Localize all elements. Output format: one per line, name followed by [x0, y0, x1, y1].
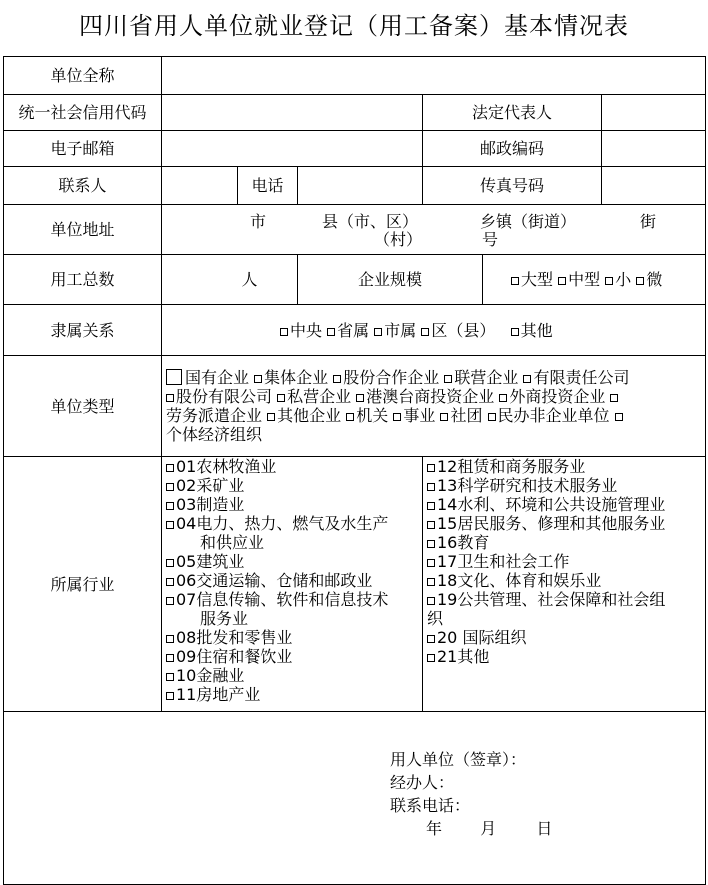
- industry-option-label: 16教育: [437, 533, 490, 552]
- contact-field[interactable]: [162, 167, 238, 205]
- row-signature: [4, 712, 706, 885]
- checkbox-icon[interactable]: [421, 328, 429, 336]
- credit-code-label: 统一社会信用代码: [4, 95, 162, 131]
- industry-option-continued: 和供应业: [200, 533, 265, 552]
- phone-field[interactable]: [298, 167, 423, 205]
- affiliation-option[interactable]: 省属: [327, 321, 369, 340]
- unit-type-label: 单位类型: [4, 356, 162, 457]
- unit-type-option[interactable]: 联营企业: [444, 368, 518, 387]
- industry-option[interactable]: [427, 552, 701, 571]
- industry-option-label: 21其他: [437, 647, 490, 666]
- checkbox-icon[interactable]: [166, 635, 174, 643]
- checkbox-icon[interactable]: [166, 369, 182, 385]
- contact-phone-label: 联系电话：: [390, 796, 471, 815]
- checkbox-icon[interactable]: [333, 375, 341, 383]
- checkbox-icon[interactable]: [523, 375, 531, 383]
- scale-option[interactable]: 微: [636, 270, 662, 289]
- industry-option[interactable]: [427, 457, 701, 476]
- checkbox-icon[interactable]: [277, 394, 285, 402]
- checkbox-icon[interactable]: [444, 375, 452, 383]
- industry-option-label: 01农林牧渔业: [176, 457, 277, 476]
- unit-type-option[interactable]: 事业: [393, 406, 435, 425]
- row-industry: [4, 457, 706, 712]
- scale-option[interactable]: 大型: [511, 270, 553, 289]
- unit-type-option[interactable]: 港澳台商投资企业: [356, 387, 494, 406]
- industry-option[interactable]: [166, 495, 418, 514]
- checkbox-icon[interactable]: [166, 464, 174, 472]
- industry-option-label: 06交通运输、仓储和邮政业: [176, 571, 373, 590]
- scale-label: 企业规模: [298, 255, 483, 305]
- address-city: 市: [250, 211, 267, 231]
- contact-label: 联系人: [4, 167, 162, 205]
- industry-option-label: 18文化、体育和娱乐业: [437, 571, 602, 590]
- row-contact: [4, 167, 706, 205]
- industry-option-label: 03制造业: [176, 495, 245, 514]
- checkbox-icon[interactable]: [511, 328, 519, 336]
- checkbox-icon[interactable]: [346, 413, 354, 421]
- row-headcount: [4, 255, 706, 305]
- checkbox-icon[interactable]: [605, 277, 613, 285]
- unit-name-label: 单位全称: [4, 57, 162, 95]
- industry-option-label: 02采矿业: [176, 476, 245, 495]
- credit-code-field[interactable]: [162, 95, 423, 131]
- checkbox-icon[interactable]: [374, 328, 382, 336]
- industry-option[interactable]: [427, 590, 701, 609]
- checkbox-icon[interactable]: [166, 654, 174, 662]
- checkbox-icon[interactable]: [327, 328, 335, 336]
- year-label: 年: [426, 819, 443, 838]
- headcount-field[interactable]: [162, 255, 298, 305]
- affiliation-options: [162, 305, 706, 356]
- industry-option[interactable]: [166, 552, 418, 571]
- industry-option[interactable]: [166, 647, 418, 666]
- row-unit-type: [4, 356, 706, 457]
- row-address: [4, 205, 706, 255]
- legal-rep-label: 法定代表人: [423, 95, 602, 131]
- unit-type-option[interactable]: 股份合作企业: [333, 368, 439, 387]
- unit-name-field[interactable]: [162, 57, 706, 95]
- industry-option[interactable]: [166, 571, 418, 590]
- checkbox-icon[interactable]: [166, 559, 174, 567]
- scale-options: [483, 255, 706, 305]
- checkbox-icon[interactable]: [393, 413, 401, 421]
- industry-option[interactable]: [427, 533, 701, 552]
- checkbox-icon[interactable]: [427, 521, 435, 529]
- unit-type-option[interactable]: 集体企业: [254, 368, 328, 387]
- checkbox-icon[interactable]: [427, 464, 435, 472]
- signature-area: [4, 712, 706, 885]
- industry-option[interactable]: [166, 666, 418, 685]
- checkbox-icon[interactable]: [427, 540, 435, 548]
- checkbox-icon[interactable]: [356, 394, 364, 402]
- checkbox-icon[interactable]: [166, 502, 174, 510]
- industry-option[interactable]: [427, 628, 701, 647]
- scale-option[interactable]: 中型: [558, 270, 600, 289]
- industry-list-right: [423, 457, 706, 712]
- industry-option[interactable]: [166, 476, 418, 495]
- industry-option[interactable]: [427, 476, 701, 495]
- industry-option-label: 04电力、热力、燃气及水生产: [176, 514, 389, 533]
- address-number: 号: [482, 229, 499, 249]
- checkbox-icon[interactable]: [427, 654, 435, 662]
- unit-type-option[interactable]: 有限责任公司: [523, 368, 629, 387]
- industry-option[interactable]: [166, 590, 418, 609]
- checkbox-icon[interactable]: [267, 413, 275, 421]
- seal-label: 用人单位（签章）：: [390, 750, 527, 769]
- address-field[interactable]: [162, 205, 706, 255]
- industry-option-label: 08批发和零售业: [176, 628, 293, 647]
- industry-option-label: 12租赁和商务服务业: [437, 457, 586, 476]
- industry-option[interactable]: [427, 514, 701, 533]
- checkbox-icon[interactable]: [166, 578, 174, 586]
- checkbox-icon[interactable]: [440, 413, 448, 421]
- industry-label: 所属行业: [4, 457, 162, 712]
- industry-option-label: 09住宿和餐饮业: [176, 647, 293, 666]
- postcode-field[interactable]: [602, 131, 706, 167]
- handler-label: 经办人：: [390, 773, 455, 792]
- email-field[interactable]: [162, 131, 423, 167]
- checkbox-icon[interactable]: [254, 375, 262, 383]
- checkbox-icon[interactable]: [610, 394, 618, 402]
- affiliation-option[interactable]: 市属: [374, 321, 416, 340]
- unit-type-option[interactable]: 个体经济组织: [166, 425, 263, 444]
- checkbox-icon[interactable]: [427, 559, 435, 567]
- unit-type-option[interactable]: 劳务派遣企业: [166, 406, 263, 425]
- industry-option-label: 14水利、环境和公共设施管理业: [437, 495, 666, 514]
- checkbox-icon[interactable]: [166, 394, 174, 402]
- unit-type-option[interactable]: 外商投资企业: [499, 387, 605, 406]
- registration-form: [3, 56, 706, 885]
- industry-option[interactable]: [166, 457, 418, 476]
- legal-rep-field[interactable]: [602, 95, 706, 131]
- checkbox-icon[interactable]: [427, 578, 435, 586]
- industry-option[interactable]: [427, 647, 701, 666]
- address-label: 单位地址: [4, 205, 162, 255]
- industry-option[interactable]: [166, 685, 418, 704]
- industry-list-left: [162, 457, 423, 712]
- row-email: [4, 131, 706, 167]
- checkbox-icon[interactable]: [511, 277, 519, 285]
- row-unit-name: [4, 57, 706, 95]
- checkbox-icon[interactable]: [166, 673, 174, 681]
- industry-option[interactable]: [166, 514, 418, 533]
- industry-option-label: 07信息传输、软件和信息技术: [176, 590, 389, 609]
- unit-type-option[interactable]: 机关: [346, 406, 388, 425]
- checkbox-icon[interactable]: [166, 692, 174, 700]
- address-town: 乡镇（街道）: [480, 211, 577, 231]
- email-label: 电子邮箱: [4, 131, 162, 167]
- checkbox-icon[interactable]: [427, 483, 435, 491]
- industry-option-label: 05建筑业: [176, 552, 245, 571]
- headcount-unit: 人: [241, 270, 258, 289]
- date-line: [390, 817, 552, 840]
- checkbox-icon[interactable]: [636, 277, 644, 285]
- unit-type-option[interactable]: 私营企业: [277, 387, 351, 406]
- affiliation-label: 隶属关系: [4, 305, 162, 356]
- checkbox-icon[interactable]: [166, 521, 174, 529]
- headcount-label: 用工总数: [4, 255, 162, 305]
- address-village: （村）: [374, 229, 423, 249]
- checkbox-icon[interactable]: [427, 597, 435, 605]
- checkbox-icon[interactable]: [427, 502, 435, 510]
- affiliation-option[interactable]: 中央: [280, 321, 322, 340]
- industry-option-label: 15居民服务、修理和其他服务业: [437, 514, 666, 533]
- affiliation-option[interactable]: 区（县）: [421, 321, 495, 340]
- industry-option[interactable]: [427, 495, 701, 514]
- checkbox-icon[interactable]: [558, 277, 566, 285]
- unit-type-option[interactable]: 其他企业: [267, 406, 341, 425]
- page-title: 四川省用人单位就业登记（用工备案）基本情况表: [79, 12, 629, 40]
- checkbox-icon[interactable]: [166, 483, 174, 491]
- month-label: 月: [480, 819, 497, 838]
- fax-label: 传真号码: [423, 167, 602, 205]
- industry-option[interactable]: [427, 571, 701, 590]
- industry-option-label: 11房地产业: [176, 685, 261, 704]
- industry-option-label: 13科学研究和技术服务业: [437, 476, 618, 495]
- affiliation-option[interactable]: 其他: [511, 321, 553, 340]
- phone-label: 电话: [238, 167, 298, 205]
- unit-type-options: [162, 356, 706, 457]
- fax-field[interactable]: [602, 167, 706, 205]
- industry-option[interactable]: [166, 628, 418, 647]
- scale-option[interactable]: 小: [605, 270, 631, 289]
- checkbox-icon[interactable]: [499, 394, 507, 402]
- industry-option-continued: 服务业: [200, 609, 249, 628]
- checkbox-icon[interactable]: [427, 635, 435, 643]
- row-credit-code: [4, 95, 706, 131]
- address-street: 街: [640, 211, 657, 231]
- unit-type-option[interactable]: 股份有限公司: [166, 387, 272, 406]
- checkbox-icon[interactable]: [280, 328, 288, 336]
- row-affiliation: [4, 305, 706, 356]
- unit-type-option[interactable]: 社团: [440, 406, 482, 425]
- checkbox-icon[interactable]: [488, 413, 496, 421]
- industry-option-label: 20 国际组织: [437, 628, 527, 647]
- industry-option-label: 17卫生和社会工作: [437, 552, 570, 571]
- industry-option-wrap: 织: [427, 609, 444, 628]
- checkbox-icon[interactable]: [166, 597, 174, 605]
- checkbox-icon[interactable]: [615, 413, 623, 421]
- postcode-label: 邮政编码: [423, 131, 602, 167]
- address-county: 县（市、区）: [322, 211, 419, 231]
- day-label: 日: [536, 819, 553, 838]
- unit-type-option[interactable]: 民办非企业单位: [488, 406, 610, 425]
- industry-option-label: 19公共管理、社会保障和社会组: [437, 590, 666, 609]
- unit-type-option[interactable]: 国有企业: [166, 368, 249, 387]
- industry-option-label: 10金融业: [176, 666, 245, 685]
